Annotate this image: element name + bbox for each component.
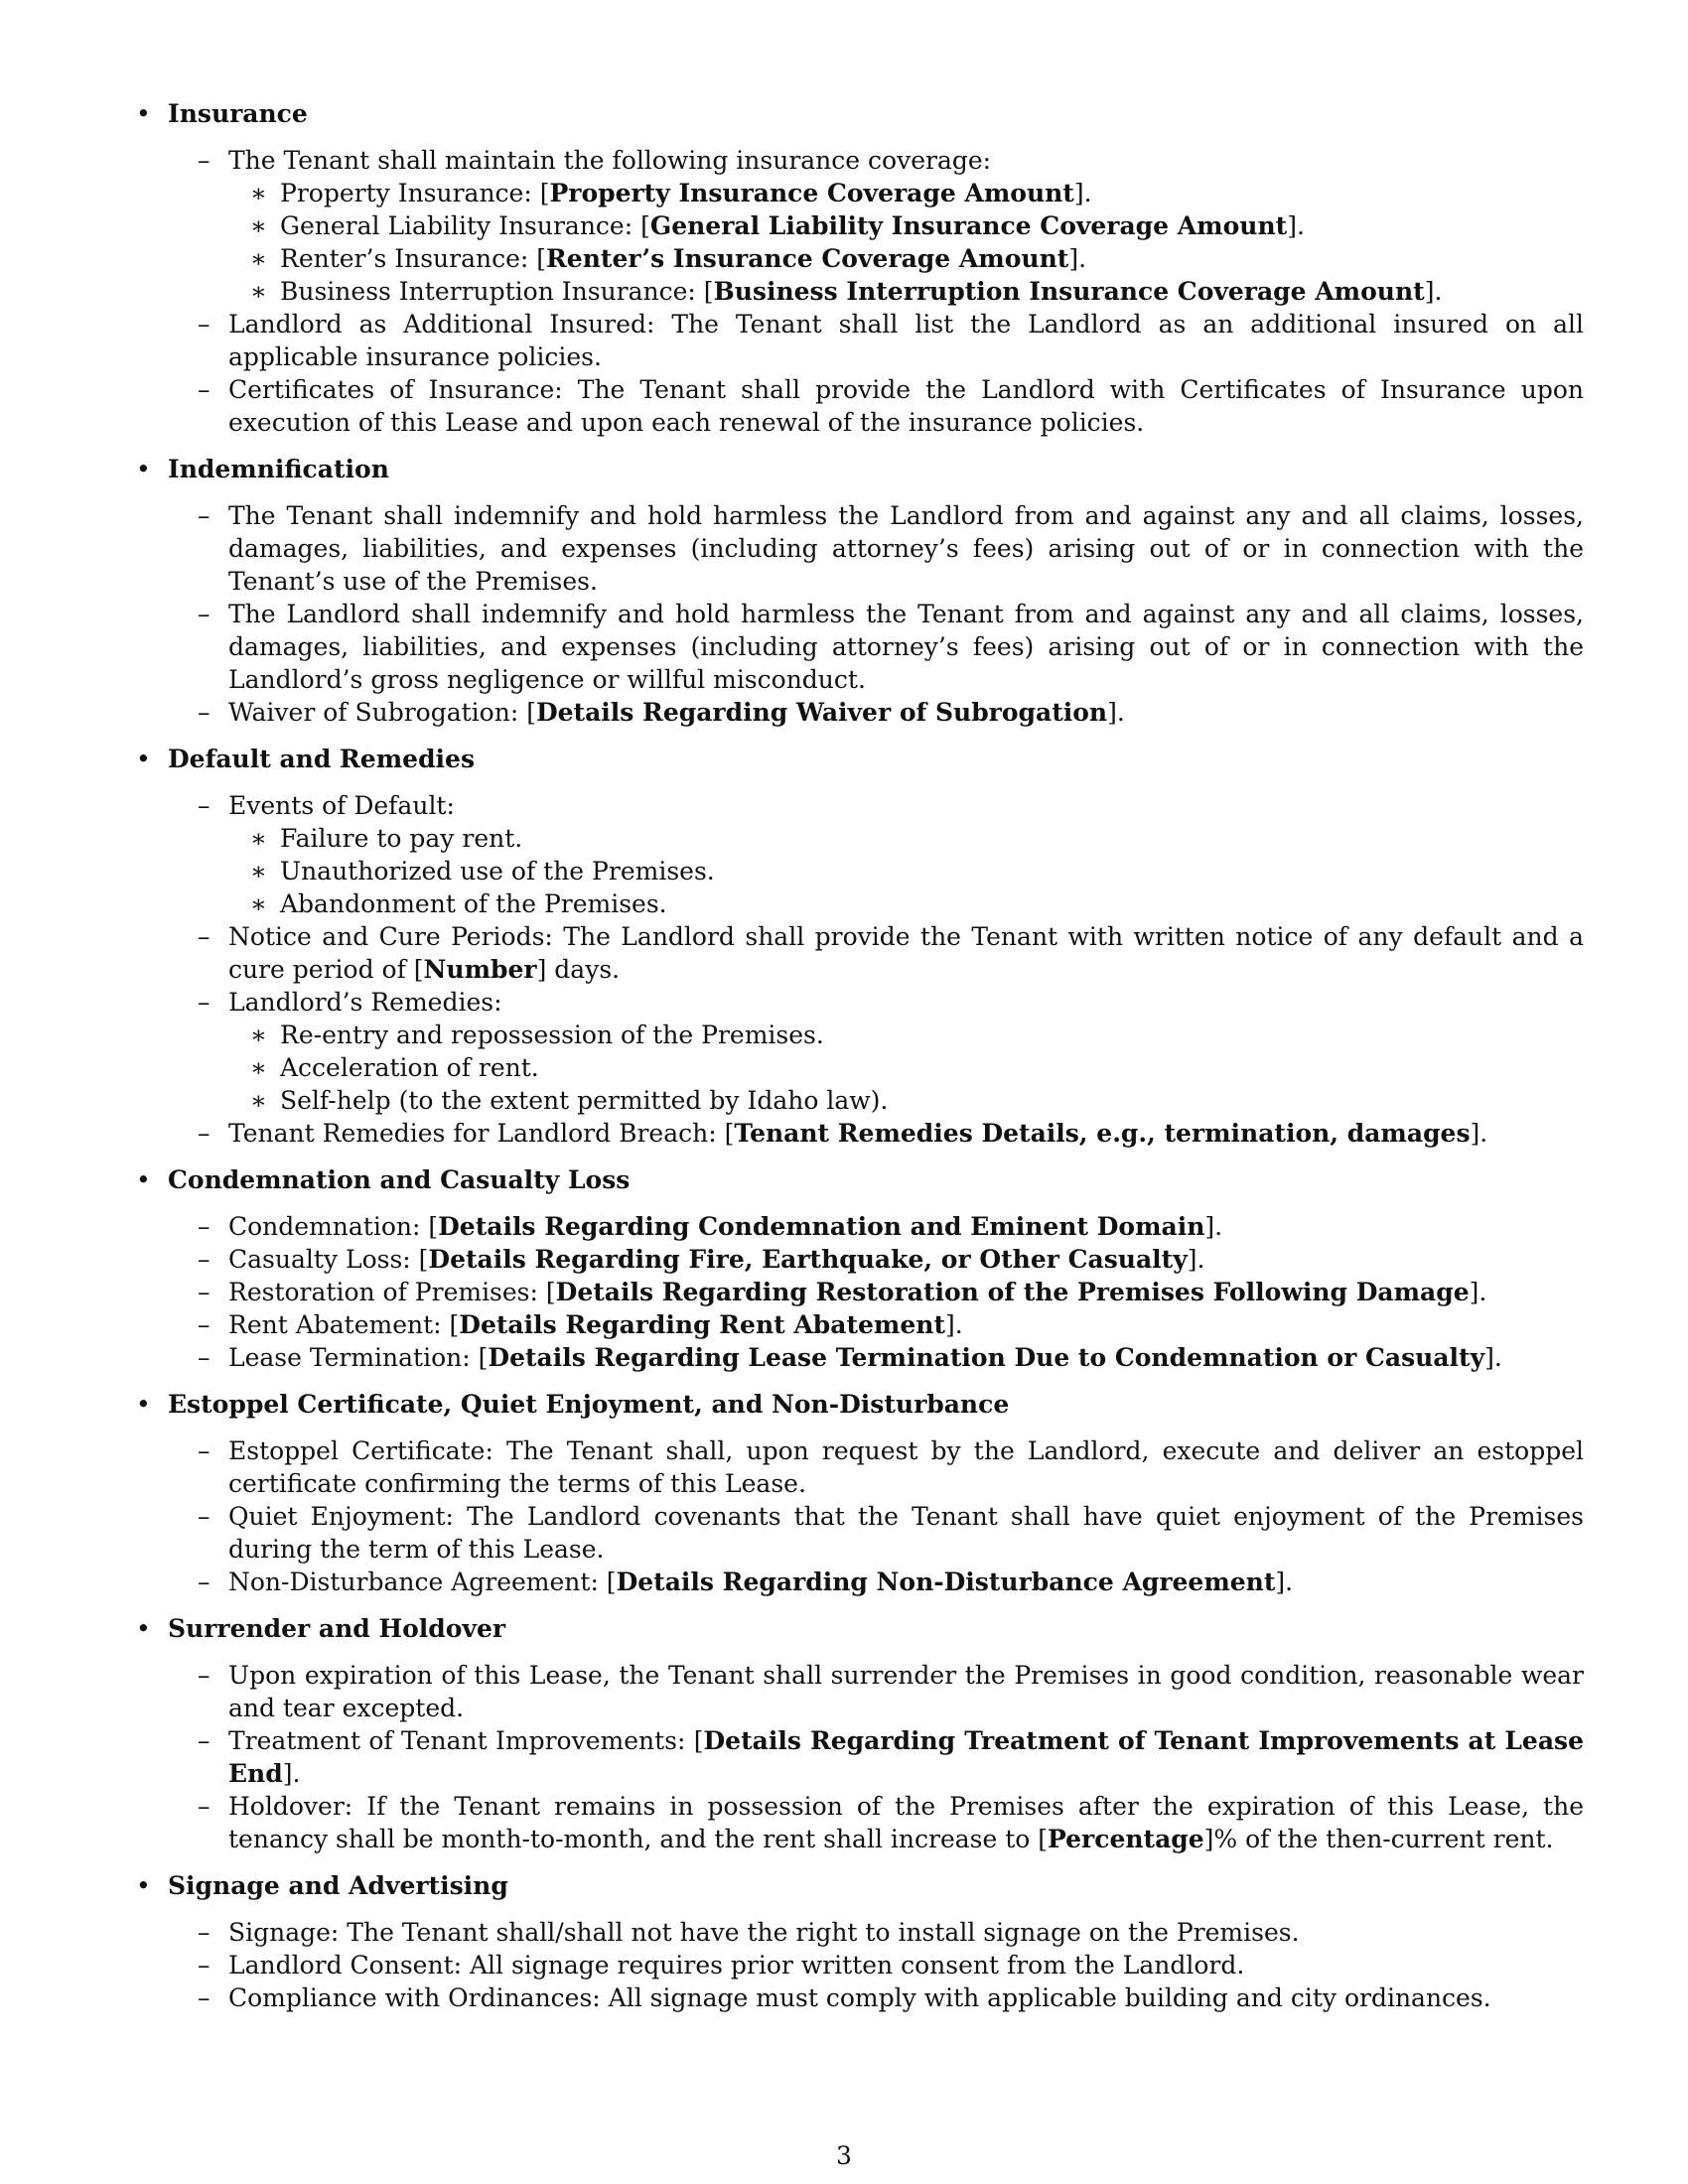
sub-list-item <box>134 855 1584 887</box>
sub-item-text-end: ]. <box>1073 179 1092 207</box>
item-placeholder: Details Regarding Non-Disturbance Agreement <box>616 1568 1276 1596</box>
list-item <box>134 1790 1584 1855</box>
dash-marker: – <box>198 1661 211 1690</box>
sub-item-text: Business Interruption Insurance: [ <box>280 277 714 306</box>
dash-marker: – <box>198 1951 211 1979</box>
item-text: Landlord as Additional Insured: The Tenant shall list the Landlord as an additional insured on all applicable insurance policies. <box>228 310 1584 371</box>
list-item <box>134 1724 1584 1790</box>
list-item <box>134 1308 1584 1341</box>
sub-list-item <box>134 887 1584 920</box>
list-item <box>134 373 1584 439</box>
list-item <box>134 789 1584 822</box>
item-placeholder: Number <box>423 955 537 984</box>
item-text-end: ]. <box>1107 698 1125 727</box>
list-item <box>134 598 1584 696</box>
bullet-marker: • <box>136 745 151 773</box>
sub-list <box>134 1019 1584 1117</box>
item-text: Events of Default: <box>228 791 455 820</box>
dash-marker: – <box>198 501 211 530</box>
dash-marker: – <box>198 988 211 1017</box>
item-text-end: ]. <box>282 1759 301 1788</box>
list-item <box>134 1210 1584 1243</box>
sub-list-item <box>134 822 1584 855</box>
list-item <box>134 1916 1584 1949</box>
star-marker: ∗ <box>250 857 267 886</box>
dash-marker: – <box>198 698 211 727</box>
section <box>134 1612 1584 1855</box>
item-text: Tenant Remedies for Landlord Breach: [ <box>228 1119 735 1148</box>
sub-item-placeholder: Business Interruption Insurance Coverage Amount <box>713 277 1425 306</box>
section <box>134 453 1584 729</box>
dash-marker: – <box>198 1278 211 1306</box>
dash-marker: – <box>198 310 211 339</box>
dash-marker: – <box>198 791 211 820</box>
page-number: 3 <box>836 2141 852 2170</box>
dash-marker: – <box>198 1983 211 2012</box>
sub-list <box>134 177 1584 308</box>
item-placeholder: Details Regarding Waiver of Subrogation <box>535 698 1108 727</box>
item-placeholder: Tenant Remedies Details, e.g., termination, damages <box>734 1119 1471 1148</box>
bullet-marker: • <box>136 1871 151 1900</box>
list-item <box>134 986 1584 1019</box>
section-heading <box>134 1869 1584 1902</box>
list-item <box>134 1659 1584 1724</box>
dash-marker: – <box>198 1502 211 1531</box>
list-item <box>134 1981 1584 2014</box>
dash-marker: – <box>198 1212 211 1241</box>
sub-list-item <box>134 1019 1584 1051</box>
section-title: Default and Remedies <box>168 745 476 773</box>
star-marker: ∗ <box>250 1021 267 1049</box>
item-placeholder: Details Regarding Rent Abatement <box>459 1310 945 1339</box>
star-marker: ∗ <box>250 889 267 918</box>
dash-marker: – <box>198 146 211 175</box>
dash-marker: – <box>198 1726 211 1755</box>
item-text-end: ]. <box>1484 1343 1502 1372</box>
sub-list-item <box>134 177 1584 209</box>
bullet-marker: • <box>136 455 151 483</box>
item-text: Notice and Cure Periods: The Landlord shall provide the Tenant with written notice of any default and a cure period of [ <box>228 922 1584 984</box>
item-text-end: ]. <box>1275 1568 1294 1596</box>
section-title: Signage and Advertising <box>168 1871 508 1900</box>
item-text: Restoration of Premises: [ <box>228 1278 556 1306</box>
dash-marker: – <box>198 1245 211 1274</box>
dash-marker: – <box>198 600 211 628</box>
item-placeholder: Details Regarding Treatment of Tenant Improvements at Lease End <box>228 1726 1585 1788</box>
item-text: Signage: The Tenant shall/shall not have the right to install signage on the Premises. <box>228 1918 1300 1947</box>
sub-item-placeholder: Renter’s Insurance Coverage Amount <box>546 244 1069 273</box>
item-placeholder: Details Regarding Condemnation and Eminent Domain <box>438 1212 1205 1241</box>
list-item <box>134 1276 1584 1308</box>
section-items <box>134 144 1584 439</box>
item-text: Casualty Loss: [ <box>228 1245 429 1274</box>
section-heading <box>134 1388 1584 1421</box>
list-item <box>134 1341 1584 1374</box>
list-item <box>134 1566 1584 1598</box>
list-item <box>134 308 1584 373</box>
sub-item-text: Re-entry and repossession of the Premises. <box>280 1021 824 1049</box>
item-text: Estoppel Certificate: The Tenant shall, upon request by the Landlord, execute and deliver an estoppel certificate confirming the terms of this Lease. <box>228 1436 1584 1498</box>
sub-item-text: Property Insurance: [ <box>280 179 550 207</box>
bullet-marker: • <box>136 1165 151 1194</box>
sub-list-item <box>134 1051 1584 1084</box>
star-marker: ∗ <box>250 1053 267 1082</box>
dash-marker: – <box>198 1343 211 1372</box>
section-heading <box>134 743 1584 775</box>
item-placeholder: Details Regarding Restoration of the Premises Following Damage <box>555 1278 1470 1306</box>
item-text: Condemnation: [ <box>228 1212 439 1241</box>
section <box>134 97 1584 439</box>
dash-marker: – <box>198 1310 211 1339</box>
section-title: Insurance <box>168 99 308 128</box>
item-text-end: ]. <box>945 1310 963 1339</box>
sub-item-text: Failure to pay rent. <box>280 824 523 853</box>
item-text: Landlord Consent: All signage requires prior written consent from the Landlord. <box>228 1951 1245 1979</box>
dash-marker: – <box>198 1568 211 1596</box>
section-title: Surrender and Holdover <box>168 1614 506 1643</box>
dash-marker: – <box>198 1792 211 1821</box>
sub-item-text: Acceleration of rent. <box>280 1053 539 1082</box>
star-marker: ∗ <box>250 244 267 273</box>
list-item <box>134 920 1584 986</box>
item-placeholder: Details Regarding Fire, Earthquake, or Other Casualty <box>428 1245 1188 1274</box>
star-marker: ∗ <box>250 277 267 306</box>
section <box>134 1388 1584 1598</box>
lease-section-list <box>134 97 1584 2028</box>
list-item <box>134 1434 1584 1500</box>
sub-item-text-end: ]. <box>1424 277 1443 306</box>
bullet-marker: • <box>136 1614 151 1643</box>
dash-marker: – <box>198 375 211 404</box>
section-title: Condemnation and Casualty Loss <box>168 1165 631 1194</box>
sub-list <box>134 822 1584 920</box>
item-placeholder: Percentage <box>1048 1825 1204 1853</box>
section-heading <box>134 1163 1584 1196</box>
star-marker: ∗ <box>250 211 267 240</box>
section-items <box>134 1659 1584 1855</box>
sub-item-placeholder: General Liability Insurance Coverage Amount <box>649 211 1288 240</box>
list-item <box>134 1949 1584 1981</box>
section <box>134 1869 1584 2014</box>
item-text-end: ]% of the then-current rent. <box>1203 1825 1554 1853</box>
item-text: Quiet Enjoyment: The Landlord covenants that the Tenant shall have quiet enjoyment of the Premises during the term of this Lease. <box>228 1502 1584 1564</box>
star-marker: ∗ <box>250 1086 267 1115</box>
sub-item-text: General Liability Insurance: [ <box>280 211 650 240</box>
dash-marker: – <box>198 922 211 951</box>
section-heading <box>134 1612 1584 1645</box>
section-items <box>134 1916 1584 2014</box>
dash-marker: – <box>198 1918 211 1947</box>
list-item <box>134 696 1584 729</box>
item-text-end: ]. <box>1470 1119 1488 1148</box>
sub-item-placeholder: Property Insurance Coverage Amount <box>549 179 1074 207</box>
item-text: Treatment of Tenant Improvements: [ <box>228 1726 704 1755</box>
sub-list-item <box>134 242 1584 275</box>
item-text-end: ] days. <box>536 955 621 984</box>
item-text-end: ]. <box>1187 1245 1205 1274</box>
item-text: Landlord’s Remedies: <box>228 988 502 1017</box>
sub-item-text: Renter’s Insurance: [ <box>280 244 547 273</box>
item-text-end: ]. <box>1204 1212 1223 1241</box>
item-text-end: ]. <box>1469 1278 1487 1306</box>
section <box>134 743 1584 1150</box>
sub-item-text: Abandonment of the Premises. <box>280 889 667 918</box>
section-items <box>134 789 1584 1150</box>
item-text: Holdover: If the Tenant remains in possession of the Premises after the expiration of this Lease, the tenancy shall be month-to-month, and the rent shall increase to [ <box>228 1792 1584 1853</box>
item-text: Certificates of Insurance: The Tenant shall provide the Landlord with Certificates of Insurance upon execution of this Lease and upon each renewal of the insurance policies. <box>228 375 1584 437</box>
sub-item-text-end: ]. <box>1287 211 1305 240</box>
item-text: The Tenant shall maintain the following insurance coverage: <box>228 146 992 175</box>
sub-item-text: Self-help (to the extent permitted by Idaho law). <box>280 1086 889 1115</box>
section <box>134 1163 1584 1374</box>
item-text: Waiver of Subrogation: [ <box>228 698 536 727</box>
item-text: Upon expiration of this Lease, the Tenant shall surrender the Premises in good condition, reasonable wear and tear excepted. <box>228 1661 1584 1722</box>
item-text: Non-Disturbance Agreement: [ <box>228 1568 617 1596</box>
star-marker: ∗ <box>250 179 267 207</box>
list-item <box>134 1500 1584 1566</box>
bullet-marker: • <box>136 1390 151 1419</box>
section-items <box>134 499 1584 729</box>
star-marker: ∗ <box>250 824 267 853</box>
sub-item-text-end: ]. <box>1068 244 1087 273</box>
list-item <box>134 1243 1584 1276</box>
item-text: Lease Termination: [ <box>228 1343 489 1372</box>
item-text: The Tenant shall indemnify and hold harmless the Landlord from and against any and all claims, losses, damages, liabilities, and expenses (including attorney’s fees) arising out of or in connection with the Tenant’s use of the Premises. <box>228 501 1584 596</box>
item-text: Compliance with Ordinances: All signage must comply with applicable building and city ordinances. <box>228 1983 1491 2012</box>
item-text: Rent Abatement: [ <box>228 1310 460 1339</box>
sub-list-item <box>134 1084 1584 1117</box>
sub-list-item <box>134 275 1584 308</box>
list-item <box>134 499 1584 598</box>
dash-marker: – <box>198 1119 211 1148</box>
section-title: Estoppel Certificate, Quiet Enjoyment, and Non-Disturbance <box>168 1390 1010 1419</box>
dash-marker: – <box>198 1436 211 1465</box>
section-items <box>134 1434 1584 1598</box>
section-heading <box>134 453 1584 485</box>
list-item <box>134 1117 1584 1150</box>
item-placeholder: Details Regarding Lease Termination Due to Condemnation or Casualty <box>488 1343 1485 1372</box>
sub-list-item <box>134 209 1584 242</box>
sub-item-text: Unauthorized use of the Premises. <box>280 857 715 886</box>
section-items <box>134 1210 1584 1374</box>
list-item <box>134 144 1584 177</box>
bullet-marker: • <box>136 99 151 128</box>
section-title: Indemnification <box>168 455 389 483</box>
section-heading <box>134 97 1584 130</box>
item-text: The Landlord shall indemnify and hold harmless the Tenant from and against any and all claims, losses, damages, liabilities, and expenses (including attorney’s fees) arising out of or in connection with the Landlord’s gross negligence or willful misconduct. <box>228 600 1584 694</box>
